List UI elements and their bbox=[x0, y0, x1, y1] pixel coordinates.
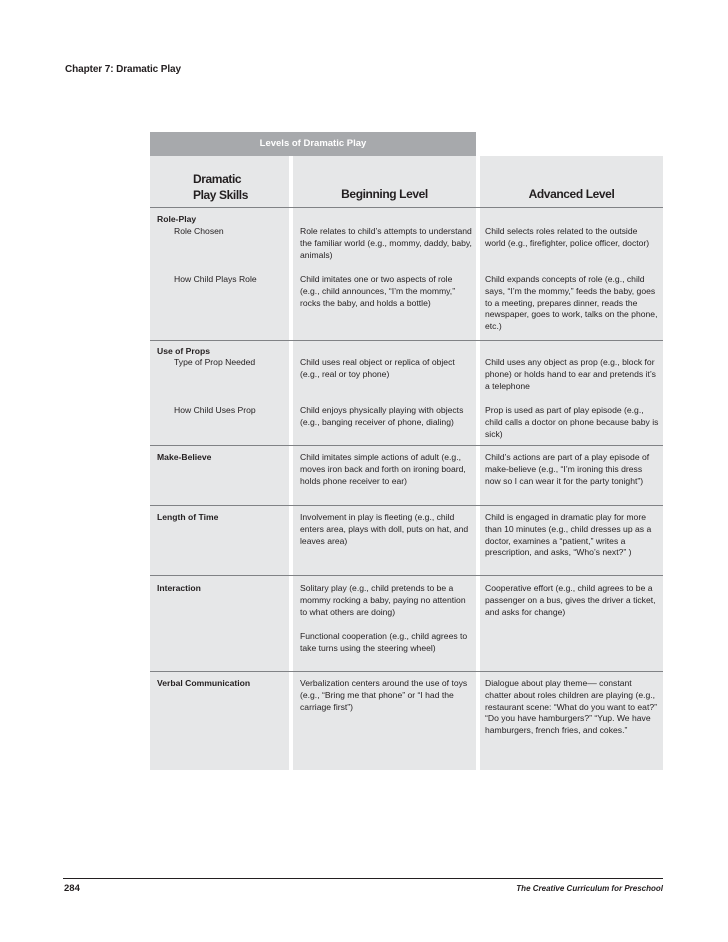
row-beginning-text: Involvement in play is fleeting (e.g., child enters area, plays with doll, puts on hat, and leaves area) bbox=[300, 512, 469, 546]
row-beginning-text: Child uses real object or replica of object (e.g., real or toy phone) bbox=[300, 357, 455, 379]
row-advanced-text: Child selects roles related to the outside world (e.g., firefighter, police officer, doctor) bbox=[485, 226, 650, 248]
chapter-header: Chapter 7: Dramatic Play bbox=[65, 64, 181, 75]
row-advanced-text: Child is engaged in dramatic play for more than 10 minutes (e.g., child dresses up as a doctor, examines a “patient,” writes a prescription, and asks, “Who’s next?” ) bbox=[485, 512, 652, 558]
row-skill-label: Type of Prop Needed bbox=[174, 357, 256, 367]
column-header-skills-line-1: Dramatic bbox=[193, 172, 242, 186]
column-header-skills bbox=[193, 171, 273, 203]
row-beginning-text: Child enjoys physically playing with objects (e.g., banging receiver of phone, dialing) bbox=[300, 405, 464, 427]
row-divider bbox=[150, 575, 663, 576]
row-beginning-text: Solitary play (e.g., child pretends to be a mommy rocking a baby, paying no attention to what others are doing) bbox=[300, 583, 466, 617]
book-title: The Creative Curriculum for Preschool bbox=[516, 884, 663, 893]
row-section-label: Length of Time bbox=[157, 512, 219, 522]
row-skill-label: How Child Plays Role bbox=[174, 274, 257, 284]
column-header-skills-line-2: Play Skills bbox=[193, 188, 248, 202]
row-skill-label: Role Chosen bbox=[174, 226, 224, 236]
row-section-label: Role-Play bbox=[157, 214, 197, 224]
row-advanced-text: Child uses any object as prop (e.g., block for phone) or holds hand to ear and pretends it’s a telephone bbox=[485, 357, 656, 391]
header-rule bbox=[150, 207, 663, 208]
row-section-label: Use of Props bbox=[157, 346, 211, 356]
column-header-advanced: Advanced Level bbox=[528, 187, 615, 201]
row-advanced-text: Prop is used as part of play episode (e.g., child calls a doctor on phone because baby is sick) bbox=[485, 405, 659, 439]
row-advanced-text: Cooperative effort (e.g., child agrees to be a passenger on a bus, gives the driver a ticket, and asks for change) bbox=[485, 583, 656, 617]
page-number: 284 bbox=[64, 883, 80, 894]
row-beginning-text: Child imitates simple actions of adult (e.g., moves iron back and forth on ironing board, holds phone receiver to ear) bbox=[300, 452, 466, 486]
row-advanced-text: Child’s actions are part of a play episode of make-believe (e.g., “I’m ironing this dress now so I can wear it for the party tonight”) bbox=[485, 452, 650, 486]
row-beginning-text: Verbalization centers around the use of toys (e.g., “Bring me that phone” or “I had the carriage first”) bbox=[300, 678, 468, 712]
row-beginning-text: Role relates to child’s attempts to understand the familiar world (e.g., mommy, daddy, baby, animals) bbox=[300, 226, 472, 260]
row-advanced-text: Dialogue about play theme–– constant chatter about roles children are playing (e.g., restaurant scene: “What do you want to eat?” “Do you have hamburgers?” “Yup. We have hamburgers, french fries, and cokes.” bbox=[485, 678, 657, 736]
row-divider bbox=[150, 445, 663, 446]
row-section-label: Verbal Communication bbox=[157, 678, 251, 688]
row-divider bbox=[150, 340, 663, 341]
column-header-beginning: Beginning Level bbox=[341, 187, 428, 201]
table-title: Levels of Dramatic Play bbox=[150, 132, 476, 156]
row-beginning-text: Child imitates one or two aspects of role (e.g., child announces, “I’m the mommy,” rocks the baby, and holds a bottle) bbox=[300, 274, 456, 308]
row-divider bbox=[150, 505, 663, 506]
row-beginning-text-2: Functional cooperation (e.g., child agrees to take turns using the steering wheel) bbox=[300, 631, 468, 653]
row-section-label: Make-Believe bbox=[157, 452, 212, 462]
row-divider bbox=[150, 671, 663, 672]
row-skill-label: How Child Uses Prop bbox=[174, 405, 256, 415]
row-section-label: Interaction bbox=[157, 583, 201, 593]
footer-rule bbox=[63, 878, 663, 879]
row-advanced-text: Child expands concepts of role (e.g., child says, “I’m the mommy,” feeds the baby, goes to a meeting, prepares dinner, reads the newspaper, goes to work, talks on the phone, etc.) bbox=[485, 274, 658, 332]
